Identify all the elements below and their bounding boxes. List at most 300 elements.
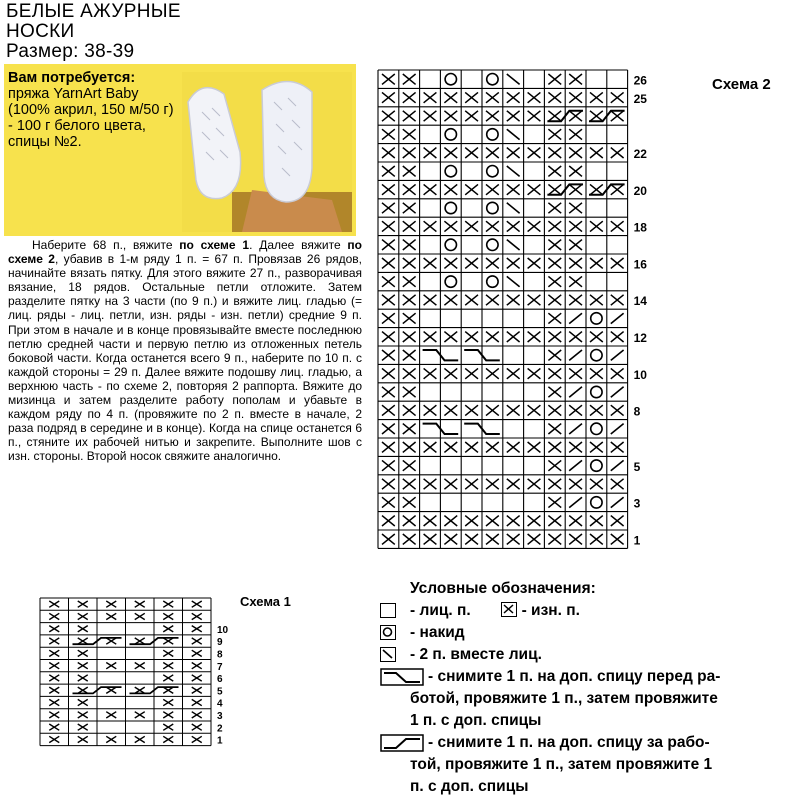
- purl-stitch-icon: [78, 724, 88, 730]
- purl-stitch-icon: [590, 405, 603, 415]
- purl-stitch-icon: [611, 516, 624, 526]
- scheme-1-row-label: 6: [217, 674, 223, 686]
- purl-stitch-icon: [192, 663, 202, 669]
- scheme-2-row-label: 3: [633, 496, 641, 511]
- purl-stitch-icon: [590, 258, 603, 268]
- purl-stitch-icon: [403, 424, 416, 434]
- purl-stitch-icon: [465, 405, 478, 415]
- purl-stitch-icon: [192, 601, 202, 607]
- purl-stitch-icon: [192, 687, 202, 693]
- purl-stitch-icon: [528, 184, 541, 194]
- purl-stitch-icon: [49, 601, 59, 607]
- purl-stitch-icon: [548, 74, 561, 84]
- purl-stitch-icon: [548, 221, 561, 231]
- purl-stitch-icon: [569, 258, 582, 268]
- purl-stitch-icon: [569, 148, 582, 158]
- purl-stitch-icon: [507, 111, 520, 121]
- purl-stitch-icon: [78, 638, 88, 644]
- yarn-over-icon: [487, 129, 498, 140]
- yarn-over-icon: [487, 202, 498, 213]
- purl-stitch-icon: [548, 166, 561, 176]
- purl-stitch-icon: [486, 405, 499, 415]
- purl-stitch-icon: [424, 111, 437, 121]
- purl-stitch-icon: [49, 712, 59, 718]
- purl-stitch-icon: [507, 516, 520, 526]
- purl-stitch-icon: [590, 332, 603, 342]
- scheme-1-row-label: 2: [217, 723, 223, 735]
- purl-stitch-icon: [403, 479, 416, 489]
- legend-k2tog-text: - 2 п. вместе лиц.: [410, 646, 542, 663]
- purl-stitch-icon: [424, 184, 437, 194]
- scheme-2-row-label: 1: [633, 533, 641, 548]
- purl-stitch-icon: [403, 332, 416, 342]
- purl-stitch-icon: [403, 111, 416, 121]
- purl-stitch-icon: [528, 516, 541, 526]
- purl-stitch-icon: [569, 534, 582, 544]
- materials-block: [8, 70, 180, 150]
- legend-knit-text: - лиц. п.: [410, 602, 471, 619]
- purl-stitch-icon: [569, 166, 582, 176]
- size-line: Размер: 38-39: [6, 41, 135, 62]
- purl-stitch-icon: [192, 626, 202, 632]
- purl-stitch-icon: [135, 687, 145, 693]
- purl-stitch-icon: [611, 442, 624, 452]
- purl-stitch-icon: [382, 405, 395, 415]
- purl-stitch-icon: [507, 184, 520, 194]
- scheme-2-row-label: 5: [633, 459, 641, 474]
- purl-stitch-icon: [163, 687, 173, 693]
- purl-stitch-icon: [548, 534, 561, 544]
- title-line-1: БЕЛЫЕ АЖУРНЫЕ: [6, 1, 181, 22]
- purl-stitch-icon: [569, 203, 582, 213]
- yarn-over-icon: [591, 350, 602, 361]
- purl-stitch-icon: [192, 724, 202, 730]
- purl-stitch-icon: [486, 442, 499, 452]
- purl-stitch-icon: [548, 332, 561, 342]
- purl-stitch-icon: [382, 387, 395, 397]
- purl-stitch-icon: [163, 650, 173, 656]
- purl-stitch-icon: [403, 350, 416, 360]
- purl-stitch-icon: [465, 442, 478, 452]
- purl-stitch-icon: [424, 332, 437, 342]
- ssk-icon: [569, 387, 582, 397]
- purl-stitch-icon: [590, 534, 603, 544]
- purl-stitch-icon: [548, 350, 561, 360]
- purl-stitch-icon: [465, 184, 478, 194]
- purl-stitch-icon: [528, 148, 541, 158]
- ssk-icon: [569, 497, 582, 507]
- purl-stitch-icon: [403, 203, 416, 213]
- purl-stitch-icon: [403, 368, 416, 378]
- ssk-icon: [611, 313, 624, 323]
- purl-stitch-icon: [611, 368, 624, 378]
- yarn-over-icon: [445, 74, 456, 85]
- purl-stitch-icon: [486, 332, 499, 342]
- legend-row-k2tog: [380, 644, 800, 666]
- purl-stitch-icon: [444, 295, 457, 305]
- purl-stitch-icon: [403, 313, 416, 323]
- purl-stitch-icon: [49, 724, 59, 730]
- yarn-over-icon: [591, 423, 602, 434]
- purl-stitch-icon: [465, 332, 478, 342]
- purl-stitch-icon: [382, 479, 395, 489]
- purl-stitch-icon: [611, 405, 624, 415]
- purl-stitch-icon: [548, 497, 561, 507]
- yarn-over-icon: [487, 239, 498, 250]
- purl-stitch-icon: [49, 626, 59, 632]
- purl-stitch-icon: [163, 724, 173, 730]
- purl-stitch-icon: [163, 736, 173, 742]
- purl-stitch-icon: [486, 258, 499, 268]
- purl-stitch-icon: [486, 92, 499, 102]
- purl-stitch-icon: [78, 601, 88, 607]
- purl-stitch-icon: [424, 295, 437, 305]
- purl-stitch-icon: [424, 368, 437, 378]
- purl-stitch-icon: [78, 712, 88, 718]
- purl-stitch-icon: [444, 92, 457, 102]
- purl-stitch-icon: [548, 129, 561, 139]
- purl-stitch-icon: [569, 442, 582, 452]
- legend-row-yo: [380, 622, 800, 644]
- purl-stitch-icon: [548, 92, 561, 102]
- purl-stitch-icon: [507, 534, 520, 544]
- purl-stitch-icon: [382, 148, 395, 158]
- purl-stitch-icon: [507, 92, 520, 102]
- purl-stitch-icon: [569, 276, 582, 286]
- purl-stitch-icon: [590, 148, 603, 158]
- purl-stitch-icon: [382, 184, 395, 194]
- purl-stitch-icon: [382, 350, 395, 360]
- purl-stitch-icon: [507, 258, 520, 268]
- legend-cable-front-line-2: той, провяжите 1 п., затем провяжите 1: [410, 756, 713, 773]
- purl-stitch-icon: [424, 534, 437, 544]
- yarn-over-icon: [487, 74, 498, 85]
- purl-stitch-icon: [106, 687, 116, 693]
- purl-stitch-icon: [424, 479, 437, 489]
- purl-stitch-icon: [403, 516, 416, 526]
- purl-stitch-icon: [49, 699, 59, 705]
- scheme-2-row-label: 12: [633, 331, 647, 345]
- ssk-icon: [569, 460, 582, 470]
- purl-stitch-icon: [403, 221, 416, 231]
- cable-back-symbol-icon: [380, 668, 424, 686]
- purl-stitch-icon: [590, 368, 603, 378]
- scheme-2-caption: Схема 2: [712, 76, 771, 93]
- legend-yo-text: - накид: [410, 624, 465, 641]
- purl-stitch-icon: [382, 368, 395, 378]
- purl-stitch-icon: [382, 258, 395, 268]
- scheme-1-row-label: 5: [217, 686, 223, 698]
- ssk-icon: [569, 313, 582, 323]
- purl-stitch-icon: [382, 534, 395, 544]
- purl-stitch-icon: [507, 405, 520, 415]
- yarn-over-icon: [591, 460, 602, 471]
- purl-stitch-icon: [548, 405, 561, 415]
- scheme-1-row-label: 8: [217, 649, 223, 661]
- purl-stitch-icon: [106, 613, 116, 619]
- purl-stitch-icon: [465, 516, 478, 526]
- purl-stitch-icon: [192, 638, 202, 644]
- purl-stitch-icon: [548, 313, 561, 323]
- purl-stitch-icon: [135, 736, 145, 742]
- purl-stitch-icon: [507, 221, 520, 231]
- purl-stitch-icon: [382, 166, 395, 176]
- scheme-1-row-label: 4: [217, 698, 223, 710]
- purl-stitch-icon: [548, 148, 561, 158]
- purl-stitch-icon: [569, 405, 582, 415]
- purl-stitch-icon: [192, 712, 202, 718]
- purl-stitch-icon: [403, 387, 416, 397]
- purl-stitch-icon: [444, 516, 457, 526]
- purl-stitch-icon: [403, 442, 416, 452]
- purl-stitch-icon: [548, 424, 561, 434]
- purl-stitch-icon: [382, 74, 395, 84]
- purl-stitch-icon: [507, 479, 520, 489]
- purl-stitch-icon: [611, 148, 624, 158]
- purl-stitch-icon: [403, 240, 416, 250]
- legend-purl-text: - изн. п.: [521, 602, 580, 619]
- purl-stitch-icon: [403, 405, 416, 415]
- purl-stitch-icon: [49, 638, 59, 644]
- purl-stitch-icon: [163, 601, 173, 607]
- purl-stitch-icon: [49, 736, 59, 742]
- scheme-1-row-label: 9: [217, 637, 223, 649]
- purl-stitch-icon: [403, 129, 416, 139]
- purl-stitch-icon: [163, 712, 173, 718]
- purl-stitch-icon: [548, 111, 561, 121]
- purl-stitch-icon: [611, 332, 624, 342]
- purl-stitch-icon: [424, 148, 437, 158]
- purl-stitch-icon: [382, 497, 395, 507]
- purl-stitch-icon: [528, 368, 541, 378]
- purl-stitch-icon: [78, 687, 88, 693]
- scheme-1-row-label: 10: [217, 624, 229, 636]
- purl-stitch-icon: [163, 663, 173, 669]
- scheme-1-row-label: 1: [217, 735, 223, 747]
- purl-stitch-icon: [590, 442, 603, 452]
- purl-stitch-icon: [382, 442, 395, 452]
- purl-stitch-icon: [611, 295, 624, 305]
- purl-stitch-icon: [590, 516, 603, 526]
- purl-stitch-icon: [78, 626, 88, 632]
- scheme-1-caption: Схема 1: [240, 594, 291, 609]
- purl-stitch-icon: [569, 92, 582, 102]
- purl-stitch-icon: [569, 516, 582, 526]
- purl-stitch-icon: [465, 221, 478, 231]
- yarn-over-icon: [445, 166, 456, 177]
- purl-stitch-icon: [424, 258, 437, 268]
- purl-stitch-icon: [135, 638, 145, 644]
- socks-photo: [182, 72, 352, 232]
- purl-stitch-icon: [548, 460, 561, 470]
- purl-stitch-icon: [486, 295, 499, 305]
- scheme-2-row-label: 8: [633, 404, 641, 419]
- purl-stitch-icon: [528, 442, 541, 452]
- purl-stitch-icon: [486, 368, 499, 378]
- materials-text: пряжа YarnArt Baby (100% акрил, 150 м/50 г) - 100 г белого цвета, спицы №2.: [8, 86, 174, 150]
- purl-stitch-icon: [403, 92, 416, 102]
- scheme-2-row-label: 25: [633, 91, 647, 106]
- purl-stitch-icon: [424, 221, 437, 231]
- purl-stitch-icon: [382, 240, 395, 250]
- yarn-over-icon: [591, 313, 602, 324]
- purl-stitch-icon: [106, 736, 116, 742]
- purl-stitch-icon: [106, 638, 116, 644]
- purl-stitch-icon: [106, 601, 116, 607]
- legend-heading: Условные обозначения:: [410, 580, 596, 597]
- purl-stitch-icon: [444, 534, 457, 544]
- purl-stitch-icon: [486, 184, 499, 194]
- purl-stitch-icon: [382, 129, 395, 139]
- purl-stitch-icon: [611, 111, 624, 121]
- purl-stitch-icon: [486, 148, 499, 158]
- purl-stitch-icon: [611, 479, 624, 489]
- purl-stitch-icon: [163, 699, 173, 705]
- scheme-1-row-label: 3: [217, 711, 223, 722]
- purl-stitch-icon: [382, 332, 395, 342]
- purl-stitch-icon: [569, 295, 582, 305]
- legend-row-cable-back: [380, 666, 800, 732]
- legend: [380, 578, 800, 798]
- scheme-2-row-label: 18: [633, 220, 647, 235]
- purl-stitch-icon: [403, 148, 416, 158]
- yarn-over-icon: [445, 129, 456, 140]
- ssk-icon: [569, 350, 582, 360]
- purl-stitch-icon: [192, 613, 202, 619]
- yarn-over-icon: [487, 166, 498, 177]
- legend-row-cable-front: [380, 732, 800, 798]
- purl-stitch-icon: [507, 332, 520, 342]
- purl-stitch-icon: [49, 650, 59, 656]
- purl-stitch-icon: [569, 184, 582, 194]
- ssk-icon: [611, 460, 624, 470]
- k2tog-icon: [507, 74, 520, 84]
- purl-stitch-icon: [507, 368, 520, 378]
- purl-stitch-icon: [465, 368, 478, 378]
- purl-stitch-icon: [444, 184, 457, 194]
- purl-stitch-icon: [528, 221, 541, 231]
- purl-stitch-icon: [106, 663, 116, 669]
- k2tog-icon: [507, 276, 520, 286]
- purl-stitch-icon: [590, 92, 603, 102]
- purl-stitch-icon: [382, 276, 395, 286]
- purl-stitch-icon: [192, 736, 202, 742]
- purl-stitch-icon: [465, 92, 478, 102]
- purl-stitch-icon: [548, 276, 561, 286]
- purl-stitch-icon: [590, 479, 603, 489]
- scheme-2-row-label: 22: [633, 147, 647, 161]
- purl-stitch-icon: [548, 442, 561, 452]
- purl-stitch-icon: [444, 332, 457, 342]
- scheme-2-row-label: 14: [633, 294, 647, 309]
- purl-stitch-icon: [163, 613, 173, 619]
- ssk-icon: [611, 497, 624, 507]
- purl-stitch-icon: [49, 663, 59, 669]
- purl-stitch-icon: [424, 516, 437, 526]
- purl-stitch-icon: [528, 92, 541, 102]
- purl-stitch-icon: [382, 221, 395, 231]
- ssk-icon: [611, 350, 624, 360]
- purl-stitch-icon: [382, 111, 395, 121]
- purl-stitch-icon: [444, 479, 457, 489]
- purl-stitch-icon: [548, 258, 561, 268]
- purl-stitch-icon: [548, 479, 561, 489]
- purl-stitch-icon: [569, 479, 582, 489]
- purl-stitch-icon: [569, 221, 582, 231]
- scheme-1-row-label: 7: [217, 661, 223, 673]
- purl-stitch-icon: [403, 276, 416, 286]
- k2tog-icon: [507, 166, 520, 176]
- purl-stitch-icon: [424, 442, 437, 452]
- purl-stitch-icon: [382, 516, 395, 526]
- k2tog-icon: [507, 129, 520, 139]
- purl-stitch-icon: [569, 368, 582, 378]
- purl-stitch-icon: [548, 184, 561, 194]
- purl-stitch-icon: [444, 368, 457, 378]
- purl-stitch-icon: [465, 258, 478, 268]
- purl-stitch-icon: [611, 184, 624, 194]
- purl-stitch-icon: [528, 111, 541, 121]
- purl-stitch-icon: [49, 613, 59, 619]
- scheme-2-row-label: 16: [633, 257, 647, 272]
- purl-stitch-icon: [465, 479, 478, 489]
- purl-stitch-icon: [192, 650, 202, 656]
- purl-stitch-icon: [382, 203, 395, 213]
- purl-stitch-icon: [465, 111, 478, 121]
- purl-stitch-icon: [548, 516, 561, 526]
- article-title: [6, 2, 181, 62]
- scheme-2-row-label: 26: [633, 73, 647, 88]
- purl-stitch-icon: [382, 92, 395, 102]
- yarn-over-icon: [487, 276, 498, 287]
- k2tog-icon: [507, 203, 520, 213]
- purl-stitch-icon: [106, 712, 116, 718]
- legend-cable-back-line-3: 1 п. с доп. спицы: [410, 712, 542, 729]
- scheme-2-chart: [370, 62, 670, 562]
- purl-stitch-icon: [528, 295, 541, 305]
- purl-stitch-icon: [49, 687, 59, 693]
- purl-stitch-icon: [528, 405, 541, 415]
- purl-stitch-icon: [135, 613, 145, 619]
- purl-stitch-icon: [49, 675, 59, 681]
- legend-row-knit-purl: [380, 600, 800, 622]
- purl-stitch-icon: [486, 221, 499, 231]
- legend-cable-front-line-3: п. с доп. спицы: [410, 778, 529, 795]
- ssk-icon: [611, 387, 624, 397]
- yarn-over-icon: [445, 239, 456, 250]
- purl-stitch-icon: [135, 712, 145, 718]
- purl-stitch-icon: [403, 258, 416, 268]
- purl-stitch-icon: [78, 613, 88, 619]
- purl-stitch-icon: [486, 111, 499, 121]
- purl-stitch-icon: [403, 74, 416, 84]
- purl-stitch-icon: [569, 111, 582, 121]
- purl-stitch-icon: [444, 405, 457, 415]
- purl-stitch-icon: [424, 92, 437, 102]
- purl-stitch-icon: [192, 675, 202, 681]
- yarn-over-icon: [445, 202, 456, 213]
- purl-stitch-icon: [548, 203, 561, 213]
- purl-stitch-icon: [528, 258, 541, 268]
- ssk-icon: [569, 424, 582, 434]
- yarn-over-icon: [445, 276, 456, 287]
- scheme-2-row-label: 20: [633, 183, 647, 198]
- purl-stitch-icon: [569, 332, 582, 342]
- purl-stitch-icon: [403, 497, 416, 507]
- purl-stitch-icon: [611, 258, 624, 268]
- purl-stitch-icon: [590, 184, 603, 194]
- purl-stitch-icon: [163, 638, 173, 644]
